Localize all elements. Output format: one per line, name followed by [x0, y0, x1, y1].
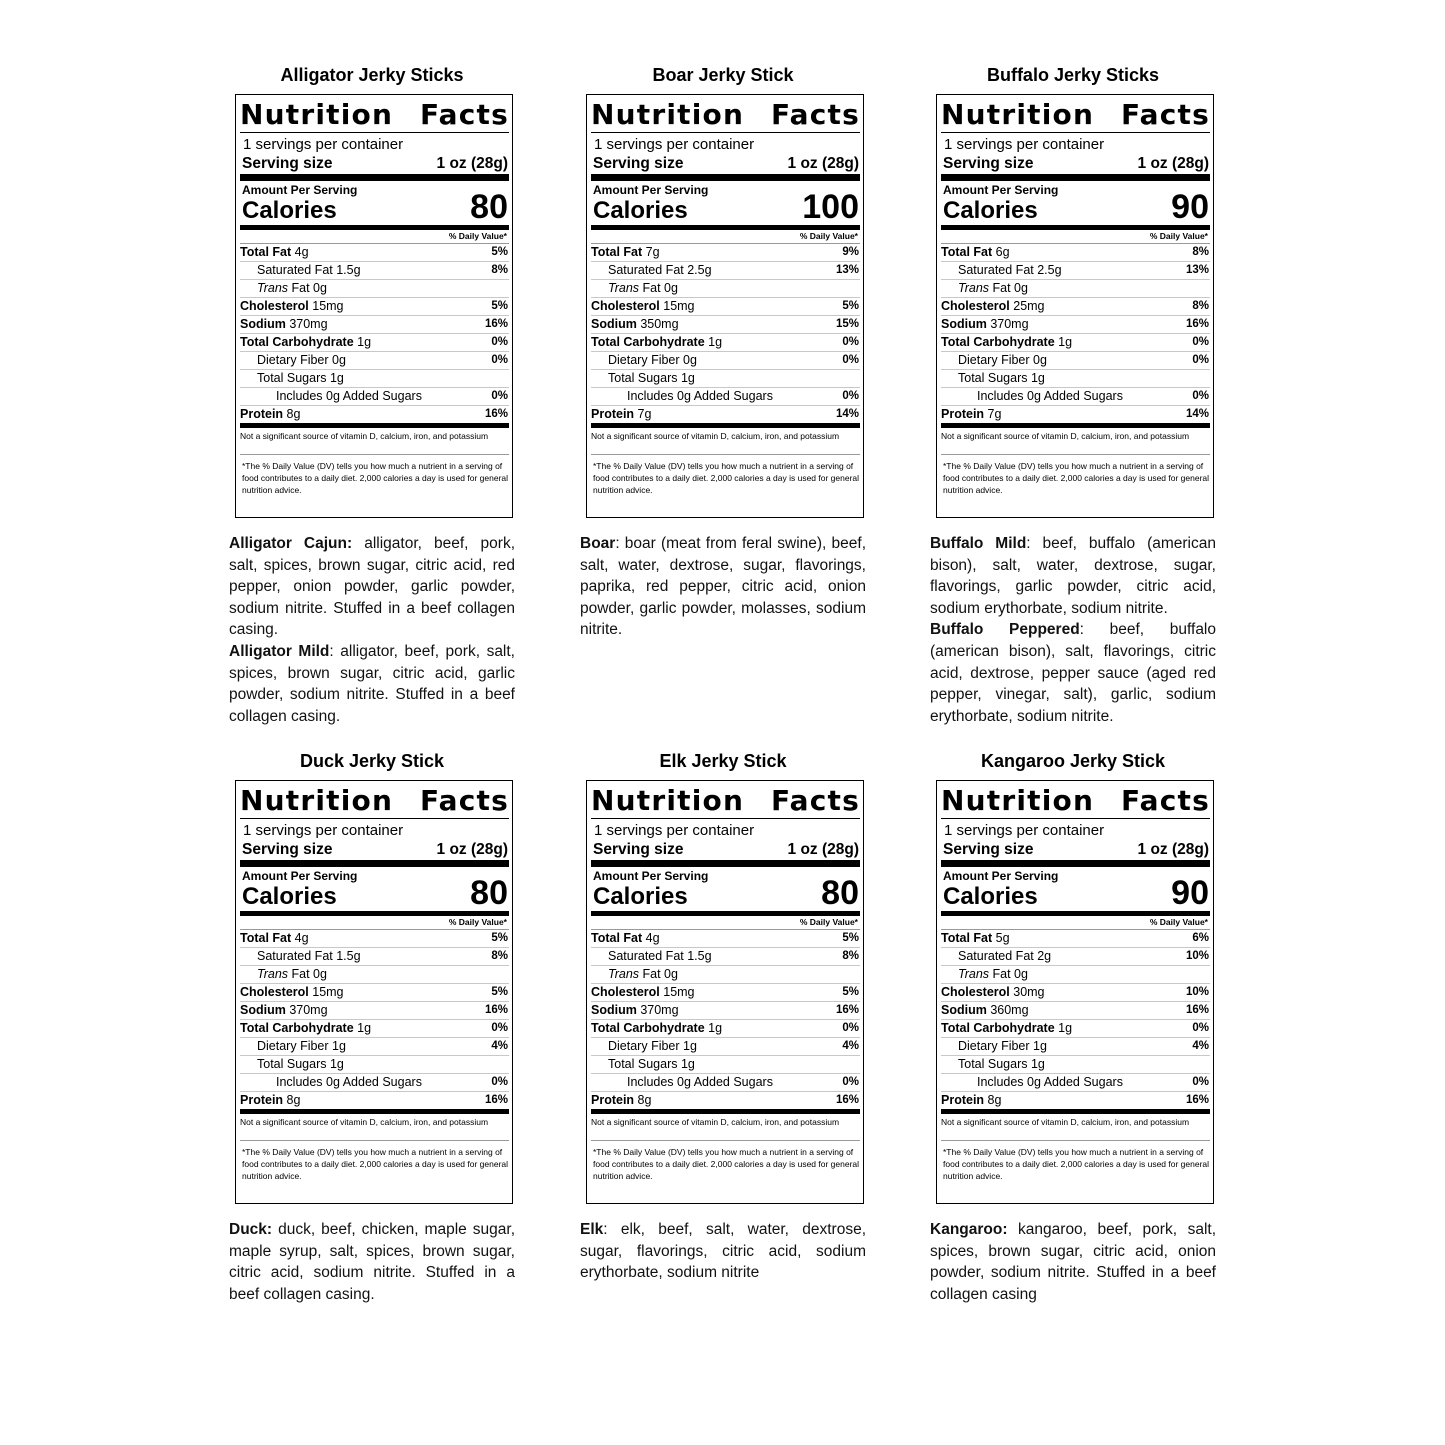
nutrient-row-cholesterol: [240, 984, 509, 1002]
product-title: Boar Jerky Stick: [652, 65, 794, 85]
nutrient-row-sugars: [240, 1056, 509, 1074]
added-sugars-label: Includes 0g Added Sugars: [276, 389, 422, 403]
nutrient-row-sat-fat: [591, 262, 860, 280]
nutrition-facts-label: [586, 780, 864, 1204]
nutrient-row-protein: [240, 406, 509, 428]
carb-dv: 0%: [491, 336, 508, 348]
nutrient-row-cholesterol: [941, 298, 1210, 316]
nutrient-row-protein: [240, 1092, 509, 1114]
vitamin-note: Not a significant source of vitamin D, calcium, iron, and potassium: [591, 428, 860, 455]
nutrient-row-sat-fat: [591, 948, 860, 966]
protein-dv: 16%: [484, 408, 508, 420]
amount-per-serving: Amount Per Serving: [242, 869, 358, 883]
cholesterol-label: Cholesterol 15mg: [591, 985, 695, 999]
servings-per-container: 1 servings per container: [944, 136, 1105, 153]
nutrition-facts-heading: Nutrition Facts: [941, 784, 1210, 817]
ingredient-paragraph: [229, 641, 515, 727]
carb-label: Total Carbohydrate 1g: [591, 335, 723, 349]
protein-label: Protein 8g: [240, 1093, 301, 1107]
sugars-label: Total Sugars 1g: [608, 371, 695, 385]
product-card: [930, 750, 1216, 1204]
product-card: [930, 64, 1216, 518]
nutrition-facts-heading: Nutrition Facts: [591, 784, 860, 817]
nutrient-row-sugars: [941, 1056, 1210, 1074]
cholesterol-dv: 5%: [491, 300, 508, 312]
fiber-dv: 0%: [1192, 354, 1209, 366]
vitamin-note: Not a significant source of vitamin D, calcium, iron, and potassium: [941, 428, 1210, 455]
calories-value: 80: [821, 874, 859, 912]
ingredient-list: alligator, beef, pork, salt, spices, brown sugar, citric acid, red pepper, onion powder, garlic powder, sodium nitrite. Stuffed in a beef collagen casing.: [229, 535, 516, 639]
sat-fat-dv: 8%: [491, 950, 508, 962]
ingredient-variant-name: Alligator Mild: [229, 642, 330, 660]
product-card: [580, 750, 866, 1204]
sugars-label: Total Sugars 1g: [257, 1057, 344, 1071]
sodium-label: Sodium 370mg: [240, 317, 328, 331]
nutrient-row-cholesterol: [941, 984, 1210, 1002]
fiber-label: Dietary Fiber 0g: [608, 353, 697, 367]
sodium-label: Sodium 370mg: [941, 317, 1029, 331]
nutrient-row-trans: [591, 966, 860, 984]
nutrition-facts-label: [936, 780, 1214, 1204]
added-sugars-dv: 0%: [1192, 1076, 1209, 1088]
cholesterol-dv: 5%: [842, 986, 859, 998]
sat-fat-label: Saturated Fat 2.5g: [608, 263, 712, 277]
sugars-label: Total Sugars 1g: [257, 371, 344, 385]
protein-label: Protein 8g: [240, 407, 301, 421]
ingredient-variant-name: Alligator Cajun:: [229, 535, 353, 552]
servings-per-container: 1 servings per container: [243, 136, 404, 153]
vitamin-note: Not a significant source of vitamin D, calcium, iron, and potassium: [240, 428, 509, 455]
nutrient-row-trans: [240, 280, 509, 298]
amount-per-serving: Amount Per Serving: [943, 869, 1059, 883]
fiber-dv: 0%: [842, 354, 859, 366]
added-sugars-dv: 0%: [1192, 390, 1209, 402]
fiber-label: Dietary Fiber 0g: [257, 353, 346, 367]
nutrient-row-trans: [240, 966, 509, 984]
fiber-dv: 4%: [491, 1040, 508, 1052]
nutrient-row-carb: [240, 1020, 509, 1038]
cholesterol-label: Cholesterol 25mg: [941, 299, 1045, 313]
ingredients-block: [930, 533, 1216, 727]
ingredient-list: : boar (meat from feral swine), beef, salt, water, dextrose, sugar, flavorings, paprika, red pepper, citric acid, onion powder, garlic powder, molasses, sodium nitrite.: [580, 535, 866, 639]
ingredient-list: : elk, beef, salt, water, dextrose, sugar, flavorings, citric acid, sodium erythorbate, sodium nitrite: [580, 1221, 866, 1282]
nutrient-row-carb: [941, 334, 1210, 352]
nutrient-row-total-fat: [591, 244, 860, 262]
ingredient-variant-name: Kangaroo:: [930, 1221, 1008, 1238]
vitamin-note: Not a significant source of vitamin D, calcium, iron, and potassium: [240, 1114, 509, 1141]
added-sugars-label: Includes 0g Added Sugars: [977, 389, 1123, 403]
nutrient-row-sugars: [941, 370, 1210, 388]
trans-fat-label: Trans Fat 0g: [608, 967, 678, 981]
ingredient-list: duck, beef, chicken, maple sugar, maple syrup, salt, spices, brown sugar, citric acid, sodium nitrite. Stuffed in a beef collagen casing.: [229, 1221, 515, 1303]
nutrient-row-cholesterol: [591, 298, 860, 316]
total-fat-label: Total Fat 4g: [240, 931, 309, 945]
ingredient-list: kangaroo, beef, pork, salt, spices, brown sugar, citric acid, onion powder, sodium nitrite. Stuffed in a beef collagen casing: [930, 1221, 1216, 1303]
calories-value: 100: [802, 188, 859, 226]
ingredient-paragraph: [930, 533, 1216, 619]
total-fat-dv: 8%: [1192, 246, 1209, 258]
ingredient-paragraph: [580, 1219, 866, 1284]
fiber-dv: 4%: [1192, 1040, 1209, 1052]
ingredient-paragraph: [580, 533, 866, 641]
ingredient-list: : beef, buffalo (american bison), salt, water, dextrose, sugar, flavorings, garlic powder, citric acid, sodium erythorbate, sodium nitrite.: [930, 535, 1216, 617]
nutrient-row-total-fat: [591, 930, 860, 948]
total-fat-label: Total Fat 4g: [591, 931, 660, 945]
sodium-label: Sodium 370mg: [240, 1003, 328, 1017]
nutrient-row-sat-fat: [240, 262, 509, 280]
nutrient-row-protein: [591, 1092, 860, 1114]
sodium-label: Sodium 370mg: [591, 1003, 679, 1017]
product-title: Duck Jerky Stick: [299, 751, 445, 771]
amount-per-serving: Amount Per Serving: [593, 869, 709, 883]
ingredients-block: [930, 1219, 1216, 1305]
nutrition-facts-heading: Nutrition Facts: [941, 98, 1210, 131]
nutrient-row-protein: [591, 406, 860, 428]
sodium-dv: 16%: [1185, 318, 1209, 330]
total-fat-label: Total Fat 7g: [591, 245, 660, 259]
protein-dv: 16%: [484, 1094, 508, 1106]
ingredient-paragraph: [229, 1219, 515, 1305]
sat-fat-label: Saturated Fat 2.5g: [958, 263, 1062, 277]
added-sugars-dv: 0%: [842, 390, 859, 402]
cholesterol-dv: 5%: [491, 986, 508, 998]
ingredient-variant-name: Buffalo Mild: [930, 535, 1027, 552]
amount-per-serving: Amount Per Serving: [593, 183, 709, 197]
calories-value: 90: [1171, 188, 1209, 226]
servings-per-container: 1 servings per container: [243, 822, 404, 839]
nutrition-facts-label: [235, 780, 513, 1204]
nutrient-row-fiber: [240, 352, 509, 370]
product-card: [229, 750, 515, 1204]
nutrient-row-trans: [591, 280, 860, 298]
cholesterol-label: Cholesterol 15mg: [591, 299, 695, 313]
ingredient-paragraph: [229, 533, 515, 641]
nutrition-facts-label: [586, 94, 864, 518]
added-sugars-label: Includes 0g Added Sugars: [276, 1075, 422, 1089]
carb-dv: 0%: [842, 336, 859, 348]
trans-fat-label: Trans Fat 0g: [257, 967, 327, 981]
carb-dv: 0%: [842, 1022, 859, 1034]
sat-fat-dv: 8%: [491, 264, 508, 276]
product-title: Alligator Jerky Sticks: [280, 65, 464, 85]
nutrition-facts-label: [936, 94, 1214, 518]
total-fat-label: Total Fat 6g: [941, 245, 1010, 259]
ingredients-block: [580, 1219, 866, 1284]
total-fat-dv: 6%: [1192, 932, 1209, 944]
product-title: Kangaroo Jerky Stick: [980, 751, 1166, 771]
trans-fat-label: Trans Fat 0g: [958, 281, 1028, 295]
servings-per-container: 1 servings per container: [594, 136, 755, 153]
nutrient-row-sugars: [591, 1056, 860, 1074]
added-sugars-label: Includes 0g Added Sugars: [627, 1075, 773, 1089]
total-fat-label: Total Fat 4g: [240, 245, 309, 259]
sat-fat-label: Saturated Fat 1.5g: [257, 263, 361, 277]
calories-row: Calories 80: [240, 884, 509, 916]
carb-dv: 0%: [491, 1022, 508, 1034]
product-card: [580, 64, 866, 518]
total-fat-dv: 5%: [842, 932, 859, 944]
nutrition-facts-heading: Nutrition Facts: [591, 98, 860, 131]
servings-per-container: 1 servings per container: [594, 822, 755, 839]
sodium-dv: 16%: [835, 1004, 859, 1016]
carb-label: Total Carbohydrate 1g: [941, 1021, 1073, 1035]
nutrient-row-sodium: [240, 316, 509, 334]
nutrition-facts-label: [235, 94, 513, 518]
fiber-label: Dietary Fiber 1g: [257, 1039, 346, 1053]
sugars-label: Total Sugars 1g: [958, 1057, 1045, 1071]
added-sugars-label: Includes 0g Added Sugars: [627, 389, 773, 403]
ingredient-list: : alligator, beef, pork, salt, spices, brown sugar, citric acid, garlic powder, sodium nitrite. Stuffed in a beef collagen casing.: [229, 642, 515, 725]
product-title: Buffalo Jerky Sticks: [986, 65, 1160, 85]
fiber-label: Dietary Fiber 0g: [958, 353, 1047, 367]
nutrient-row-fiber: [941, 1038, 1210, 1056]
carb-dv: 0%: [1192, 1022, 1209, 1034]
ingredients-block: [229, 1219, 515, 1305]
daily-value-footnote: *The % Daily Value (DV) tells you how much a nutrient in a serving of food contributes to a daily diet. 2,000 calories a day is used for general nutrition advice.: [242, 461, 509, 495]
sat-fat-label: Saturated Fat 2g: [958, 949, 1052, 963]
serving-size: Serving size 1 oz (28g): [240, 154, 509, 181]
sat-fat-label: Saturated Fat 1.5g: [608, 949, 712, 963]
nutrient-row-added-sugars: [941, 1074, 1210, 1092]
total-fat-label: Total Fat 5g: [941, 931, 1010, 945]
nutrient-row-fiber: [591, 1038, 860, 1056]
ingredient-paragraph: [930, 1219, 1216, 1305]
daily-value-header: % Daily Value*: [240, 916, 509, 930]
nutrient-row-sat-fat: [941, 262, 1210, 280]
daily-value-footnote: *The % Daily Value (DV) tells you how much a nutrient in a serving of food contributes to a daily diet. 2,000 calories a day is used for general nutrition advice.: [593, 1147, 860, 1181]
sodium-dv: 16%: [1185, 1004, 1209, 1016]
ingredient-paragraph: [930, 619, 1216, 727]
vitamin-note: Not a significant source of vitamin D, calcium, iron, and potassium: [591, 1114, 860, 1141]
serving-size: Serving size 1 oz (28g): [240, 840, 509, 867]
nutrient-row-sugars: [240, 370, 509, 388]
fiber-dv: 0%: [491, 354, 508, 366]
cholesterol-dv: 5%: [842, 300, 859, 312]
calories-row: Calories 90: [941, 884, 1210, 916]
protein-dv: 14%: [1185, 408, 1209, 420]
nutrient-row-total-fat: [941, 244, 1210, 262]
vitamin-note: Not a significant source of vitamin D, calcium, iron, and potassium: [941, 1114, 1210, 1141]
ingredient-variant-name: Elk: [580, 1221, 604, 1238]
daily-value-header: % Daily Value*: [941, 916, 1210, 930]
ingredient-variant-name: Duck:: [229, 1221, 273, 1238]
fiber-label: Dietary Fiber 1g: [958, 1039, 1047, 1053]
protein-label: Protein 8g: [941, 1093, 1002, 1107]
daily-value-footnote: *The % Daily Value (DV) tells you how much a nutrient in a serving of food contributes to a daily diet. 2,000 calories a day is used for general nutrition advice.: [943, 461, 1210, 495]
ingredient-list: : beef, buffalo (american bison), salt, flavorings, citric acid, dextrose, pepper sauce (aged red pepper, vinegar, salt), garlic, sodium erythorbate, sodium nitrite.: [930, 621, 1216, 725]
sat-fat-dv: 8%: [842, 950, 859, 962]
daily-value-footnote: *The % Daily Value (DV) tells you how much a nutrient in a serving of food contributes to a daily diet. 2,000 calories a day is used for general nutrition advice.: [943, 1147, 1210, 1181]
protein-dv: 16%: [1185, 1094, 1209, 1106]
nutrient-row-added-sugars: [591, 1074, 860, 1092]
amount-per-serving: Amount Per Serving: [242, 183, 358, 197]
nutrient-row-total-fat: [941, 930, 1210, 948]
calories-row: Calories 80: [240, 198, 509, 230]
daily-value-footnote: *The % Daily Value (DV) tells you how much a nutrient in a serving of food contributes to a daily diet. 2,000 calories a day is used for general nutrition advice.: [242, 1147, 509, 1181]
serving-size: Serving size 1 oz (28g): [591, 154, 860, 181]
carb-label: Total Carbohydrate 1g: [240, 1021, 372, 1035]
nutrient-row-carb: [591, 334, 860, 352]
sodium-label: Sodium 360mg: [941, 1003, 1029, 1017]
nutrient-row-cholesterol: [591, 984, 860, 1002]
fiber-dv: 4%: [842, 1040, 859, 1052]
nutrient-row-total-fat: [240, 244, 509, 262]
nutrient-row-carb: [591, 1020, 860, 1038]
nutrition-facts-heading: Nutrition Facts: [240, 98, 509, 131]
nutrient-row-sat-fat: [941, 948, 1210, 966]
sat-fat-dv: 13%: [835, 264, 859, 276]
added-sugars-label: Includes 0g Added Sugars: [977, 1075, 1123, 1089]
sodium-label: Sodium 350mg: [591, 317, 679, 331]
carb-label: Total Carbohydrate 1g: [591, 1021, 723, 1035]
nutrient-row-sodium: [591, 1002, 860, 1020]
nutrient-row-carb: [240, 334, 509, 352]
carb-label: Total Carbohydrate 1g: [941, 335, 1073, 349]
nutrient-row-sodium: [240, 1002, 509, 1020]
cholesterol-label: Cholesterol 15mg: [240, 985, 344, 999]
calories-row: Calories 90: [941, 198, 1210, 230]
protein-dv: 16%: [835, 1094, 859, 1106]
calories-row: Calories 100: [591, 198, 860, 230]
added-sugars-dv: 0%: [491, 390, 508, 402]
total-fat-dv: 5%: [491, 246, 508, 258]
nutrient-row-fiber: [591, 352, 860, 370]
sugars-label: Total Sugars 1g: [608, 1057, 695, 1071]
carb-label: Total Carbohydrate 1g: [240, 335, 372, 349]
sat-fat-label: Saturated Fat 1.5g: [257, 949, 361, 963]
nutrient-row-added-sugars: [941, 388, 1210, 406]
cholesterol-label: Cholesterol 15mg: [240, 299, 344, 313]
daily-value-header: % Daily Value*: [591, 916, 860, 930]
ingredient-variant-name: Buffalo Peppered: [930, 621, 1080, 639]
nutrient-row-protein: [941, 1092, 1210, 1114]
sat-fat-dv: 10%: [1185, 950, 1209, 962]
sugars-label: Total Sugars 1g: [958, 371, 1045, 385]
ingredients-block: [580, 533, 866, 641]
ingredient-variant-name: Boar: [580, 535, 616, 552]
daily-value-footnote: *The % Daily Value (DV) tells you how much a nutrient in a serving of food contributes to a daily diet. 2,000 calories a day is used for general nutrition advice.: [593, 461, 860, 495]
amount-per-serving: Amount Per Serving: [943, 183, 1059, 197]
sodium-dv: 16%: [484, 1004, 508, 1016]
sodium-dv: 16%: [484, 318, 508, 330]
calories-value: 90: [1171, 874, 1209, 912]
nutrient-row-sodium: [941, 316, 1210, 334]
added-sugars-dv: 0%: [491, 1076, 508, 1088]
nutrient-row-trans: [941, 280, 1210, 298]
nutrient-row-sodium: [591, 316, 860, 334]
nutrient-row-added-sugars: [240, 388, 509, 406]
trans-fat-label: Trans Fat 0g: [608, 281, 678, 295]
calories-value: 80: [470, 188, 508, 226]
nutrient-row-fiber: [240, 1038, 509, 1056]
daily-value-header: % Daily Value*: [941, 230, 1210, 244]
nutrient-row-added-sugars: [591, 388, 860, 406]
nutrient-row-sat-fat: [240, 948, 509, 966]
protein-dv: 14%: [835, 408, 859, 420]
sat-fat-dv: 13%: [1185, 264, 1209, 276]
cholesterol-label: Cholesterol 30mg: [941, 985, 1045, 999]
trans-fat-label: Trans Fat 0g: [958, 967, 1028, 981]
nutrient-row-added-sugars: [240, 1074, 509, 1092]
nutrient-row-fiber: [941, 352, 1210, 370]
nutrient-row-carb: [941, 1020, 1210, 1038]
product-card: [229, 64, 515, 518]
servings-per-container: 1 servings per container: [944, 822, 1105, 839]
total-fat-dv: 5%: [491, 932, 508, 944]
product-title: Elk Jerky Stick: [659, 751, 787, 771]
calories-row: Calories 80: [591, 884, 860, 916]
added-sugars-dv: 0%: [842, 1076, 859, 1088]
daily-value-header: % Daily Value*: [591, 230, 860, 244]
fiber-label: Dietary Fiber 1g: [608, 1039, 697, 1053]
nutrient-row-sugars: [591, 370, 860, 388]
total-fat-dv: 9%: [842, 246, 859, 258]
nutrient-row-sodium: [941, 1002, 1210, 1020]
nutrient-row-trans: [941, 966, 1210, 984]
carb-dv: 0%: [1192, 336, 1209, 348]
cholesterol-dv: 10%: [1185, 986, 1209, 998]
sodium-dv: 15%: [835, 318, 859, 330]
nutrient-row-protein: [941, 406, 1210, 428]
cholesterol-dv: 8%: [1192, 300, 1209, 312]
daily-value-header: % Daily Value*: [240, 230, 509, 244]
nutrition-facts-heading: Nutrition Facts: [240, 784, 509, 817]
protein-label: Protein 7g: [941, 407, 1002, 421]
ingredients-block: [229, 533, 515, 727]
serving-size: Serving size 1 oz (28g): [941, 840, 1210, 867]
nutrient-row-total-fat: [240, 930, 509, 948]
calories-value: 80: [470, 874, 508, 912]
nutrient-row-cholesterol: [240, 298, 509, 316]
protein-label: Protein 8g: [591, 1093, 652, 1107]
serving-size: Serving size 1 oz (28g): [941, 154, 1210, 181]
protein-label: Protein 7g: [591, 407, 652, 421]
trans-fat-label: Trans Fat 0g: [257, 281, 327, 295]
serving-size: Serving size 1 oz (28g): [591, 840, 860, 867]
